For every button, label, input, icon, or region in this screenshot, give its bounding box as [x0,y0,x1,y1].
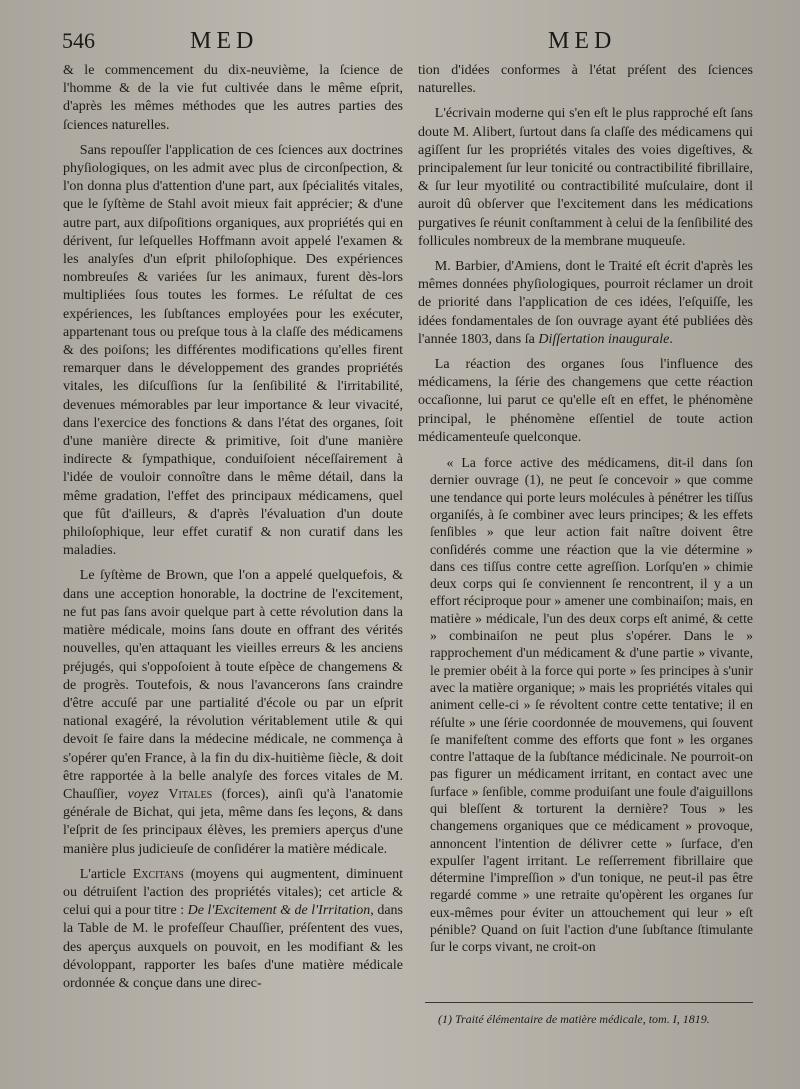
block-quote: « La force active des médicamens, dit-il dans ſon dernier ouvrage (1), ne peut ſe concevoir » que comme une tendance qui porte leurs molécules à pénétrer les tiſſus organiſés, à ſe combiner avec leurs principes; & les effets ſenſibles » que leur action fait naître doivent être conſidérés comme une réaction que la vie détermine » dans ces tiſſus contre cette agreſſion. Lorſqu'en » chimie deux corps qui ſe conviennent ſe rencontrent, il y a un effort réciproque pour » amener une combinaiſon; mais, en matière » médicale, l'un des deux corps eſt animé, & cette » combinaiſon ne peut plus s'opérer. Dans le » rapprochement d'un médicament & d'une partie » vivante, le premier obéit à la force qui porte » ſes principes à s'unir avec la matière organique; » mais les propriétés vitales qui animent celle-ci » ſe révoltent contre cette tentative; il en réſulte » une ſérie coordonnée de mouvemens, qui ſouvent ſe manifeſtent comme des efforts que font » les organes contre l'attaque de la ſubſtance médicinale. Ne pourroit-on pas figurer un médicament irritant, en contact avec une ſurface » ſenſible, comme produiſant une foule d'aiguillons qui bleſſent & torturent la dernière? Tous » les changemens organiques que ce médicament » provoque, annoncent l'intention de délivrer cette » ſurface, d'en expulſer l'agent irritant. Le reſſerrement fibrillaire que détermine l'impreſſion » d'un tonique, ne peut-il pas être regardé comme » une retraite qu'opèrent les organes ſur eux-mêmes pour éviter un attouchement qui leur » eſt pénible? Quand on ſuit l'action d'une ſubſtance ſtimulante ſur le corps vivant, ne croit-on [430,455,753,955]
text-run: L'article [79,866,126,882]
right-column [418,62,753,956]
small-caps-run: Excitans [132,866,184,882]
paragraph: La réaction des organes ſous l'influence des médicamens, la ſérie des changemens que cette réaction occaſionne, lui parut ce qu'elle eſt en effet, le phénomène principal, le phénomène eſſentiel de toute action médicamenteuſe quelconque. [418,357,753,445]
text-run: (moyens qui augmentent, diminuent ou détruiſent l'action des propriétés vitales); cet article & celui qui a pour titre : [63,866,403,919]
paragraph: Sans repouſſer l'application de ces ſciences aux doctrines phyſiologiques, on les admit avec plus de circonſpection, & l'on donna plus d'attention d'une part, aux ſpécialités vitales, que le ſyſtème de Stahl avoit mieux fait apprécier; & d'une autre part, aux diſpoſitions organiques, aux propriétés qui en dérivent, ſur leſquelles Hoffmann avoit appelé l'examen & les analyſes d'un eſprit philoſophique. Des expériences nombreuſes & variées ſur les animaux, furent dès-lors multipliées ſous toutes les formes. Le réſultat de ces expériences, les ſubſtances employées pour les exécuter, appartenant tous ou preſque tous à la claſſe des médicamens & des poiſons; les différentes modifications qu'elles firent remarquer dans le développement des grandes propriétés vitales, les diſcuſſions ſur la ſenſibilité & l'irritabilité, devenues mémorables par leur importance & leur vivacité, dans l'exercice des fonctions & dans l'état des organes, ſoit d'une manière directe & primitive, ſoit d'une manière indirecte & ſympathique, conduiſoient néceſſairement à l'idée de vouloir connoître dans le même détail, dans la même gradation, l'effet des principaux médicamens, quel que fût d'ailleurs, & d'après l'évaluation d'un doute philoſophique, leur effet curatif & non curatif dans les maladies. [63,142,403,559]
text-run: (forces), ainſi qu'à l'anatomie générale de Bichat, qui jeta, même dans ſes leçons, & dans l'eſprit de ſes principaux élèves, les premiers aperçus d'une manière plus judicieuſe de conſidérer la matière médicale. [63,786,403,857]
page-number: 546 [62,28,95,53]
left-column [63,62,403,993]
italic-run: De l'Excitement & de l'Irritation [187,903,371,919]
paragraph: & le commencement du dix-neuvième, la ſcience de l'homme & de la vie fut cultivée dans le même eſprit, d'après les mêmes méthodes que les autres parties des ſciences naturelles. [63,63,403,133]
italic-run: Diſſertation inaugurale [538,331,670,347]
text-run: Le ſyſtème de Brown, que l'on a appelé quelquefois, & dans une acception honorable, la doctrine de l'excitement, ne fut pas ſans avoir quelque part à cette révolution dans la matière médicale, moins ſans doute en offrant des vérités nouvelles, qu'en attaquant les vieilles erreurs & les anciens préjugés, qui s'oppoſoient à toute eſpèce de changemens & de progrès. Toutefois, & nous l'avancerons ſans craindre d'être accuſé par une partialité d'école ou par un eſprit national exagéré, la révolution véritablement utile & qui devoit ſe faire dans la médecine médicale, ne commença à s'opérer qu'en France, à la fin du dix-huitième ſiècle, & doit être rapportée à la belle analyſe des forces vitales de M. Chauſſier, [63,568,403,802]
page-header [0,28,800,58]
paragraph: L'écrivain moderne qui s'en eſt le plus rapproché eſt ſans doute M. Alibert, ſurtout dans ſa claſſe des médicamens qui agiſſent ſur les propriétés vitales des voies digeſtives, & principalement ſur leur tonicité ou contractibilité fibrillaire, & ſur leur myotilité ou contractibilité muſculaire, dont il auroit dû obſerver que l'excitement dans les médications purgatives ſe réunit conſtamment à celui de la ſenſibilité des follicules nombreux de la membrane muqueuſe. [418,106,753,249]
running-head-right: MED [548,28,617,54]
footnote: (1) Traité élémentaire de matière médicale, tom. I, 1819. [438,1012,710,1026]
paragraph [63,866,403,993]
footnote-rule [425,1002,753,1003]
text-run: M. Barbier, d'Amiens, dont le Traité eſt écrit d'après les mêmes données phyſiologiques, pourroit réclamer un droit de priorité dans l'application de ces idées, l'eſquiſſe, les idées fondamentales de ſon ouvrage ayant été publiées dès l'année 1803, dans ſa [418,259,753,347]
paragraph [63,567,403,858]
italic-run: voyez [127,786,159,802]
text-run: . [669,331,673,347]
paragraph: tion d'idées conformes à l'état préſent des ſciences naturelles. [418,63,753,97]
paragraph [418,258,753,349]
small-caps-run: Vitales [168,786,213,802]
text-run: , dans la Table de M. le profeſſeur Chauſſier, préſentent des vues, des aperçus auxquels on pouvoit, en les modifiant & les dévoloppant, rapporter les baſes d'une matière médicale ordonnée & conçue dans une direc- [63,903,403,991]
running-head-left: MED [190,28,259,54]
